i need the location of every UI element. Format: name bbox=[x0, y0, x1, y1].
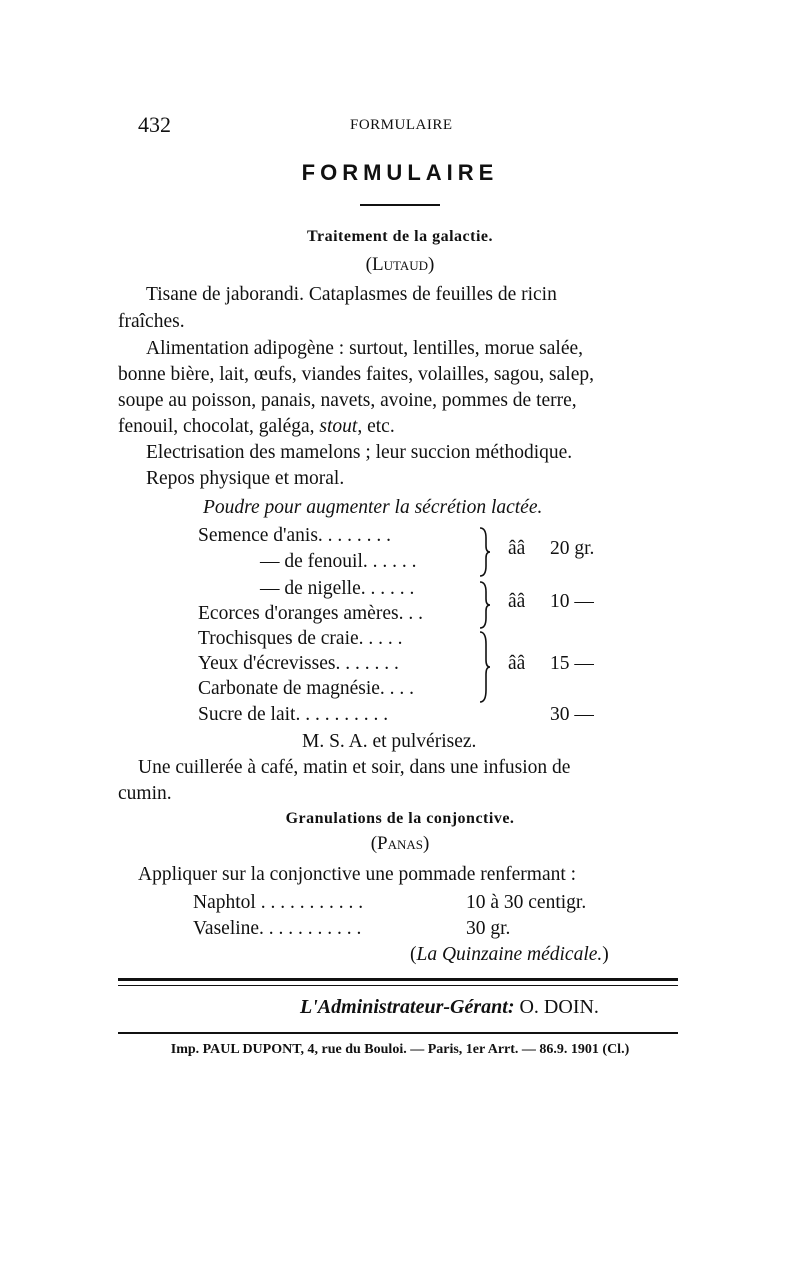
dose-quantity: 10 — bbox=[550, 591, 594, 612]
paragraph-line: soupe au poisson, panais, navets, avoine, pommes de terre, bbox=[118, 390, 577, 411]
imprint-rule bbox=[118, 1032, 678, 1034]
brace-group-1 bbox=[478, 526, 492, 578]
section-title-galactie: Traitement de la galactie. bbox=[307, 228, 493, 245]
brace-group-2 bbox=[478, 580, 492, 630]
text-run-italic: stout bbox=[319, 416, 358, 437]
recipe-instruction: M. S. A. et pulvérisez. bbox=[302, 731, 477, 752]
footer-rule-thin bbox=[118, 985, 678, 986]
recipe-ingredient: Carbonate de magnésie. . . . bbox=[198, 678, 415, 699]
dose-quantity: 30 gr. bbox=[466, 918, 511, 939]
recipe-ingredient: Ecorces d'oranges amères. . . bbox=[198, 603, 423, 624]
running-head: FORMULAIRE bbox=[350, 117, 453, 133]
gerant-line bbox=[300, 996, 599, 1019]
recipe-ingredient: Trochisques de craie. . . . . bbox=[198, 628, 403, 649]
section-author-lutaud: (Lutaud) bbox=[365, 254, 435, 275]
paragraph-line: Alimentation adipogène : surtout, lentilles, morue salée, bbox=[146, 338, 584, 359]
gerant-name: O. DOIN. bbox=[519, 996, 599, 1018]
dose-quantity: 20 gr. bbox=[550, 538, 595, 559]
section-author-panas: (Panas) bbox=[370, 833, 430, 854]
title-divider bbox=[360, 204, 440, 206]
recipe-ingredient: — de nigelle. . . . . . bbox=[260, 578, 415, 599]
text-run: , etc. bbox=[357, 416, 395, 437]
paragraph-line: cumin. bbox=[118, 783, 172, 804]
dose-quantity: 15 — bbox=[550, 653, 594, 674]
paragraph-line: Repos physique et moral. bbox=[146, 468, 345, 489]
dose-quantity: 30 — bbox=[550, 704, 594, 725]
paragraph-line: bonne bière, lait, œufs, viandes faites, volailles, sagou, salep, bbox=[118, 364, 594, 385]
gerant-label: L'Administrateur-Gérant: bbox=[300, 996, 515, 1018]
dose-aa: ââ bbox=[508, 591, 526, 612]
recipe-ingredient: Semence d'anis. . . . . . . . bbox=[198, 525, 392, 546]
paragraph-line: Une cuillerée à café, matin et soir, dans une infusion de bbox=[138, 757, 571, 778]
recipe-ingredient: Sucre de lait. . . . . . . . . . bbox=[198, 704, 389, 725]
paragraph-line: Tisane de jaborandi. Cataplasmes de feuilles de ricin bbox=[146, 284, 557, 305]
brace-group-3 bbox=[478, 630, 492, 704]
recipe-ingredient: Vaseline. . . . . . . . . . . bbox=[193, 918, 362, 939]
text-run: fenouil, chocolat, galéga, bbox=[118, 416, 320, 437]
dose-quantity: 10 à 30 centigr. bbox=[466, 892, 587, 913]
page-title: FORMULAIRE bbox=[301, 160, 499, 185]
source-citation: (La Quinzaine médicale.) bbox=[410, 944, 609, 965]
imprint-line: Imp. PAUL DUPONT, 4, rue du Bouloi. — Paris, 1er Arrt. — 86.9. 1901 (Cl.) bbox=[170, 1042, 630, 1057]
paragraph-line: Appliquer sur la conjonctive une pommade renfermant : bbox=[138, 864, 577, 885]
paragraph-line: fraîches. bbox=[118, 311, 185, 332]
dose-aa: ââ bbox=[508, 653, 526, 674]
recipe-ingredient: — de fenouil. . . . . . bbox=[260, 551, 417, 572]
page-number: 432 bbox=[138, 112, 171, 137]
recipe-ingredient: Yeux d'écrevisses. . . . . . . bbox=[198, 653, 399, 674]
paragraph-line bbox=[118, 416, 395, 438]
recipe-ingredient: Naphtol . . . . . . . . . . . bbox=[193, 892, 364, 913]
section-title-conjonctive: Granulations de la conjonctive. bbox=[285, 810, 515, 827]
recipe-title: Poudre pour augmenter la sécrétion lactée. bbox=[203, 497, 543, 518]
dose-aa: ââ bbox=[508, 538, 526, 559]
paragraph-line: Electrisation des mamelons ; leur succion méthodique. bbox=[146, 442, 573, 463]
footer-rule-thick bbox=[118, 978, 678, 981]
